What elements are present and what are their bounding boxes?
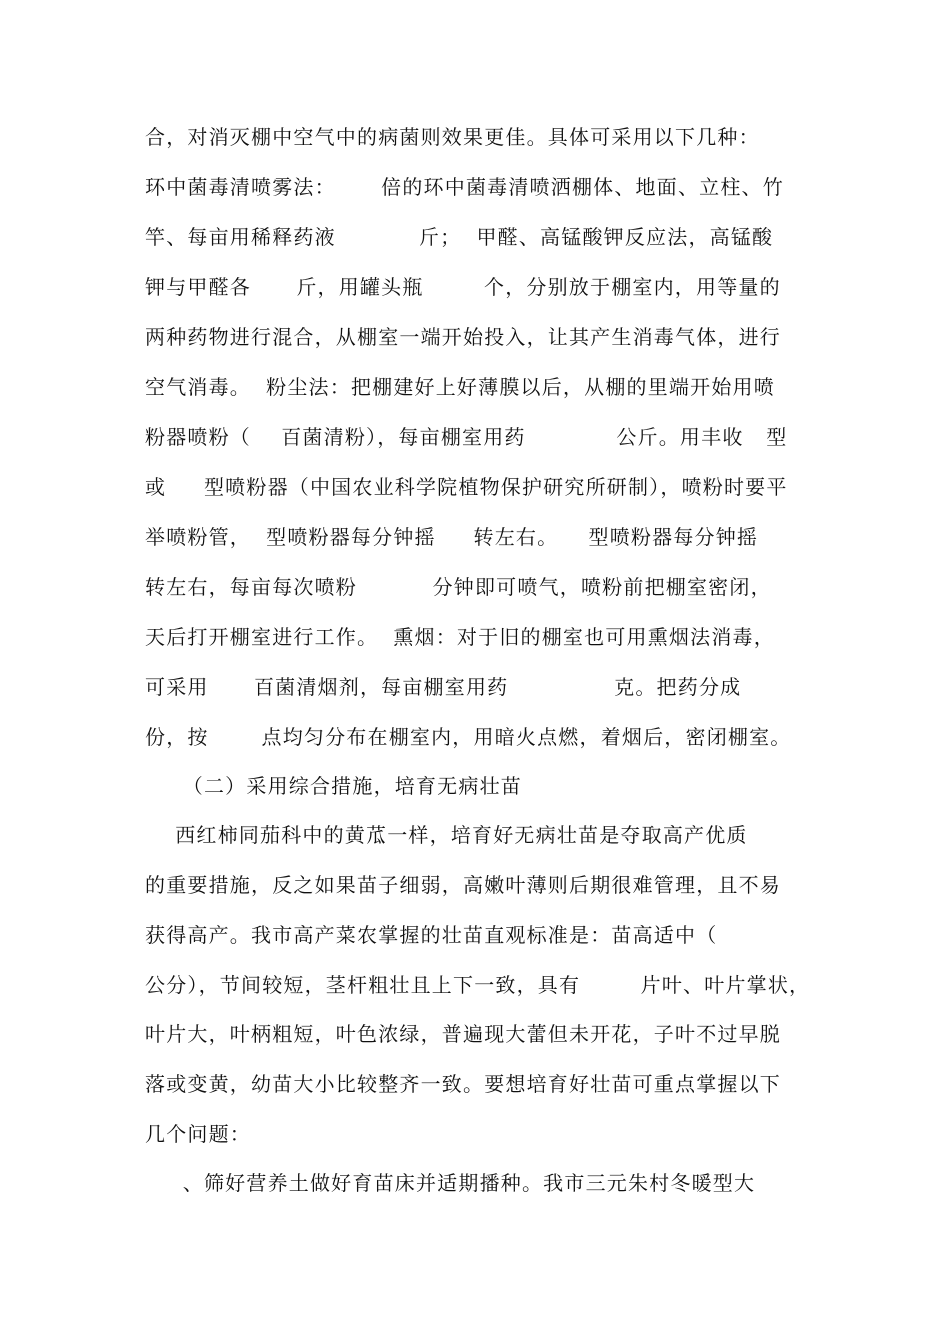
text-line: 的重要措施，反之如果苗子细弱，高嫩叶薄则后期很难管理，且不易 xyxy=(145,873,781,897)
text-line: 几个问题： xyxy=(145,1122,251,1146)
text-line: 钾与甲醛各 斤，用罐头瓶 个，分别放于棚室内，用等量的 xyxy=(145,275,781,299)
text-line: 获得高产。我市高产菜农掌握的壮苗直观标准是：苗高适中（ xyxy=(145,923,718,947)
text-line: 环中菌毒清喷雾法： 倍的环中菌毒清喷洒棚体、地面、立柱、竹 xyxy=(145,175,784,199)
text-line: 叶片大，叶柄粗短，叶色浓绿，普遍现大蕾但未开花，子叶不过早脱 xyxy=(145,1022,781,1046)
text-line: 天后打开棚室进行工作。 熏烟：对于旧的棚室也可用熏烟法消毒， xyxy=(145,625,775,649)
text-line: 空气消毒。 粉尘法：把棚建好上好薄膜以后，从棚的里端开始用喷 xyxy=(145,375,775,399)
text-line: 转左右，每亩每次喷粉 分钟即可喷气，喷粉前把棚室密闭， xyxy=(145,575,772,599)
text-line: 粉器喷粉（ 百菌清粉），每亩棚室用药 公斤。用丰收 型 xyxy=(145,425,788,449)
text-line: 公分），节间较短，茎杆粗壮且上下一致，具有 片叶、叶片掌状， xyxy=(145,973,811,997)
text-line: 合，对消灭棚中空气中的病菌则效果更佳。具体可采用以下几种： xyxy=(145,125,760,149)
text-line: 或 型喷粉器（中国农业科学院植物保护研究所研制），喷粉时要平 xyxy=(145,475,788,499)
text-line: 竿、每亩用稀释药液 斤； 甲醛、高锰酸钾反应法，高锰酸 xyxy=(145,225,774,249)
paragraph-first-line: 西红柿同茄科中的黄苽一样，培育好无病壮苗是夺取高产优质 xyxy=(145,823,748,847)
text-line: 落或变黄，幼苗大小比较整齐一致。要想培育好壮苗可重点掌握以下 xyxy=(145,1072,781,1096)
text-line: 可采用 百菌清烟剂，每亩棚室用药 克。把药分成 xyxy=(145,675,742,699)
text-line: 份，按 点均匀分布在棚室内，用暗火点燃，着烟后，密闭棚室。 xyxy=(145,725,792,749)
section-heading: （二）采用综合措施，培育无病壮苗 xyxy=(145,774,522,798)
text-line: 、筛好营养土做好育苗床并适期播种。我市三元朱村冬暖型大 xyxy=(145,1171,756,1195)
text-line: 两种药物进行混合，从棚室一端开始投入，让其产生消毒气体，进行 xyxy=(145,325,781,349)
text-line: 举喷粉管， 型喷粉器每分钟摇 转左右。 型喷粉器每分钟摇 xyxy=(145,525,759,549)
